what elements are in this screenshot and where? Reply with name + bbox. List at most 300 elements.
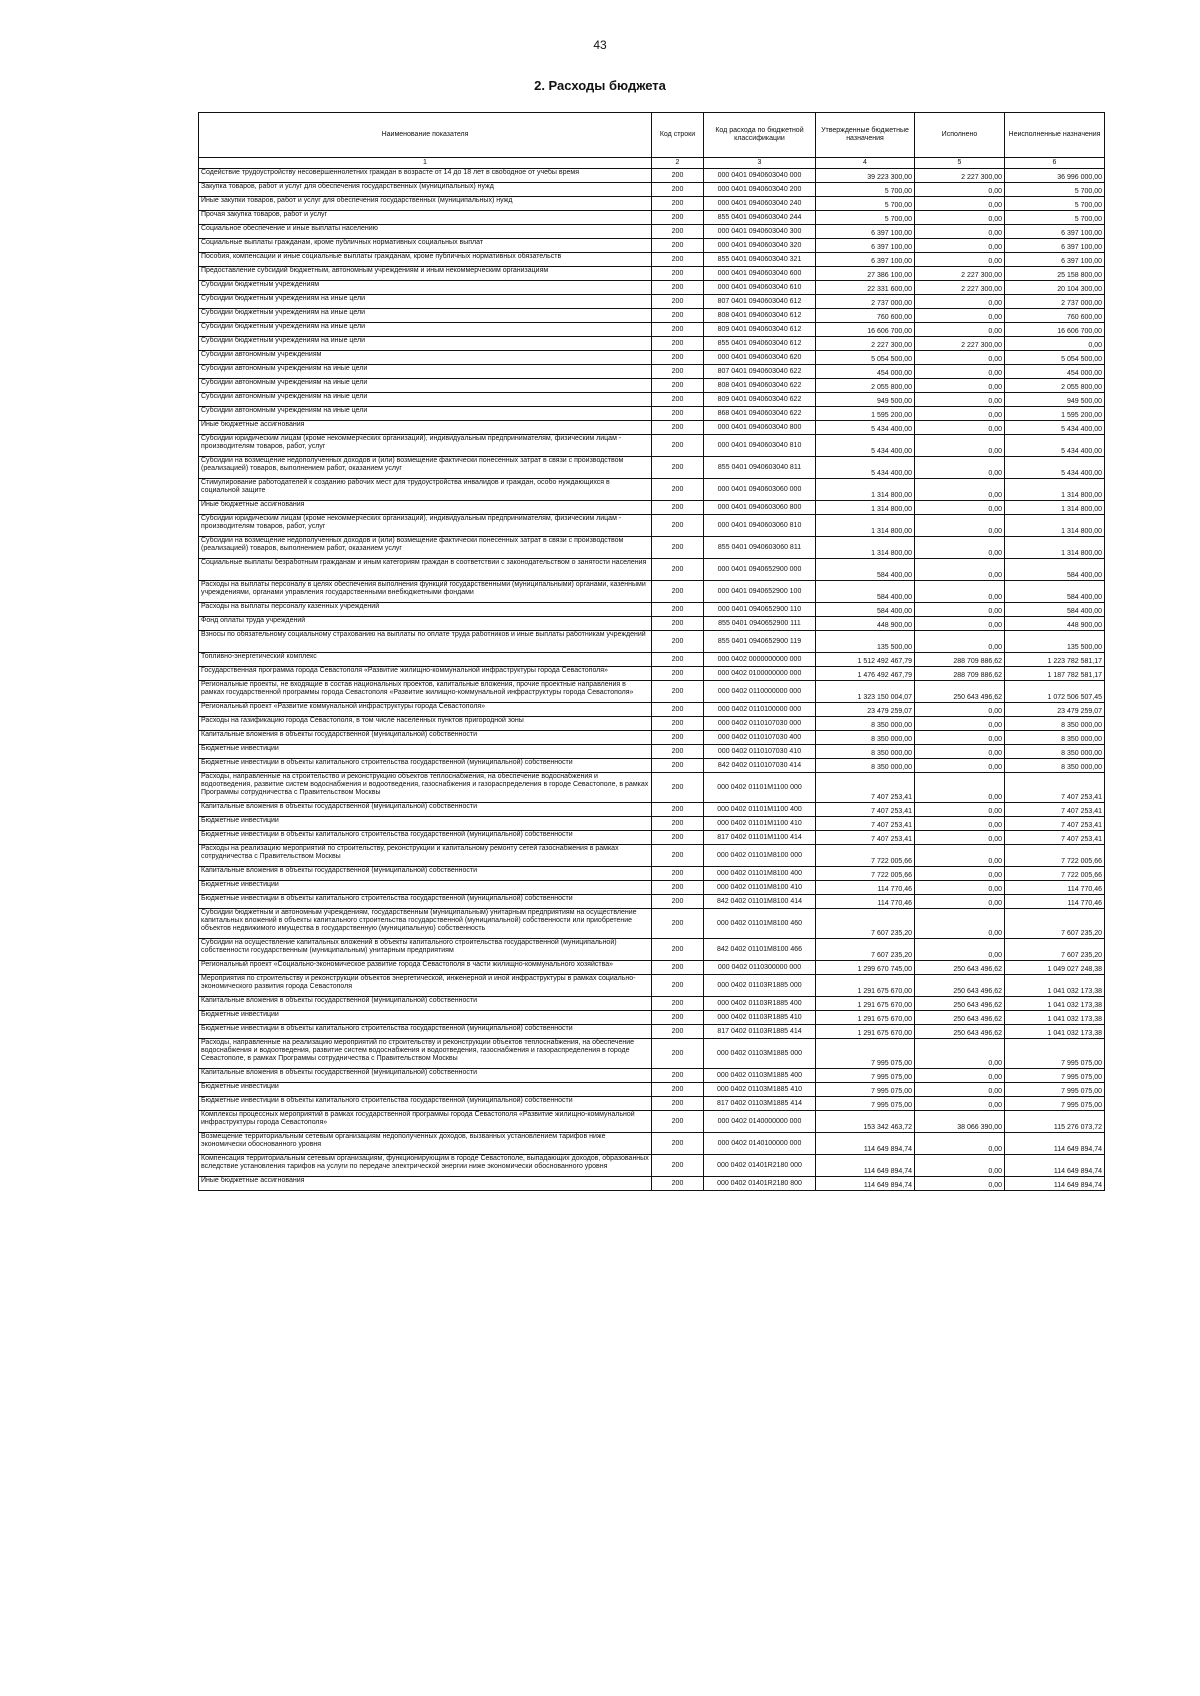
row-unexecuted: 20 104 300,00 [1005,281,1105,295]
row-executed: 0,00 [915,1177,1005,1191]
row-name: Предоставление субсидий бюджетным, автономным учреждениям и иным некоммерческим организациям [199,267,652,281]
row-classification-code: 807 0401 0940603040 612 [704,295,816,309]
table-row [199,253,1105,267]
row-unexecuted: 7 995 075,00 [1005,1039,1105,1069]
row-approved: 1 291 675 670,00 [816,1025,915,1039]
row-line-code: 200 [652,631,704,653]
row-unexecuted: 1 187 782 581,17 [1005,667,1105,681]
row-executed: 0,00 [915,379,1005,393]
row-unexecuted: 2 055 800,00 [1005,379,1105,393]
row-unexecuted: 448 900,00 [1005,617,1105,631]
row-name: Субсидии бюджетным учреждениям на иные цели [199,337,652,351]
row-line-code: 200 [652,295,704,309]
row-classification-code: 000 0402 01103R1885 410 [704,1011,816,1025]
row-executed: 0,00 [915,365,1005,379]
row-classification-code: 000 0402 01103R1885 400 [704,997,816,1011]
row-approved: 5 700,00 [816,211,915,225]
row-line-code: 200 [652,867,704,881]
table-row [199,1039,1105,1069]
row-line-code: 200 [652,759,704,773]
row-executed: 0,00 [915,939,1005,961]
row-name: Социальные выплаты безработным гражданам и иным категориям граждан в соответствии с законодательством о занятости населения [199,559,652,581]
row-unexecuted: 7 407 253,41 [1005,773,1105,803]
row-executed: 0,00 [915,895,1005,909]
row-classification-code: 855 0401 0940652900 119 [704,631,816,653]
row-classification-code: 000 0402 0110107030 410 [704,745,816,759]
row-executed: 0,00 [915,603,1005,617]
row-unexecuted: 7 995 075,00 [1005,1069,1105,1083]
row-executed: 0,00 [915,501,1005,515]
row-line-code: 200 [652,1133,704,1155]
row-approved: 7 722 005,66 [816,845,915,867]
row-approved: 1 595 200,00 [816,407,915,421]
row-line-code: 200 [652,515,704,537]
row-line-code: 200 [652,667,704,681]
row-classification-code: 817 0402 01103М1885 414 [704,1097,816,1111]
row-classification-code: 000 0402 0110300000 000 [704,961,816,975]
row-approved: 949 500,00 [816,393,915,407]
table-row [199,197,1105,211]
row-approved: 7 995 075,00 [816,1069,915,1083]
row-name: Субсидии бюджетным учреждениям на иные цели [199,323,652,337]
row-approved: 584 400,00 [816,559,915,581]
row-executed: 0,00 [915,717,1005,731]
row-line-code: 200 [652,537,704,559]
row-approved: 7 607 235,20 [816,909,915,939]
row-name: Бюджетные инвестиции в объекты капитального строительства государственной (муниципальной) собственности [199,1097,652,1111]
row-classification-code: 817 0402 01103R1885 414 [704,1025,816,1039]
row-classification-code: 842 0402 0110107030 414 [704,759,816,773]
row-executed: 250 643 496,62 [915,1011,1005,1025]
row-approved: 454 000,00 [816,365,915,379]
row-executed: 0,00 [915,703,1005,717]
row-name: Капитальные вложения в объекты государственной (муниципальной) собственности [199,803,652,817]
row-classification-code: 000 0401 0940603040 810 [704,435,816,457]
row-name: Компенсация территориальным сетевым организациям, функционирующим в городе Севастополе, выпадающих доходов, образованных вследствие установления тарифов на услуги по передаче электрической энергии ниже экономически обоснованного уровня [199,1155,652,1177]
row-executed: 0,00 [915,581,1005,603]
row-name: Субсидии автономным учреждениям на иные цели [199,365,652,379]
row-name: Субсидии автономным учреждениям [199,351,652,365]
row-unexecuted: 7 407 253,41 [1005,831,1105,845]
row-line-code: 200 [652,975,704,997]
row-line-code: 200 [652,501,704,515]
row-name: Капитальные вложения в объекты государственной (муниципальной) собственности [199,1069,652,1083]
table-row [199,731,1105,745]
column-number: 5 [915,158,1005,169]
column-number-row [199,158,1105,169]
table-row [199,407,1105,421]
row-name: Иные закупки товаров, работ и услуг для обеспечения государственных (муниципальных) нужд [199,197,652,211]
table-row [199,703,1105,717]
row-line-code: 200 [652,1083,704,1097]
table-row [199,817,1105,831]
row-name: Бюджетные инвестиции в объекты капитального строительства государственной (муниципальной) собственности [199,759,652,773]
row-line-code: 200 [652,731,704,745]
row-approved: 1 314 800,00 [816,537,915,559]
row-unexecuted: 7 995 075,00 [1005,1083,1105,1097]
row-line-code: 200 [652,1111,704,1133]
row-classification-code: 000 0402 01101М8100 460 [704,909,816,939]
row-unexecuted: 5 700,00 [1005,183,1105,197]
row-classification-code: 000 0401 0940603040 800 [704,421,816,435]
row-executed: 0,00 [915,239,1005,253]
row-unexecuted: 584 400,00 [1005,559,1105,581]
row-approved: 5 700,00 [816,197,915,211]
row-executed: 2 227 300,00 [915,169,1005,183]
header-classification-code: Код расхода по бюджетной классификации [704,113,816,158]
row-classification-code: 000 0401 0940603040 200 [704,183,816,197]
row-approved: 8 350 000,00 [816,731,915,745]
row-classification-code: 000 0402 0110107030 400 [704,731,816,745]
row-classification-code: 000 0401 0940603040 620 [704,351,816,365]
row-unexecuted: 584 400,00 [1005,581,1105,603]
table-row [199,421,1105,435]
table-row [199,667,1105,681]
table-row [199,881,1105,895]
table-row [199,501,1105,515]
row-name: Государственная программа города Севастополя «Развитие жилищно-коммунальной инфраструктуры города Севастополя» [199,667,652,681]
row-unexecuted: 8 350 000,00 [1005,731,1105,745]
row-unexecuted: 114 770,46 [1005,895,1105,909]
row-unexecuted: 760 600,00 [1005,309,1105,323]
row-executed: 0,00 [915,803,1005,817]
row-executed: 0,00 [915,253,1005,267]
row-executed: 0,00 [915,909,1005,939]
row-unexecuted: 1 072 506 507,45 [1005,681,1105,703]
row-executed: 0,00 [915,225,1005,239]
row-approved: 6 397 100,00 [816,253,915,267]
row-unexecuted: 5 700,00 [1005,211,1105,225]
row-executed: 0,00 [915,295,1005,309]
row-classification-code: 000 0401 0940603060 800 [704,501,816,515]
row-approved: 7 995 075,00 [816,1097,915,1111]
column-number: 1 [199,158,652,169]
row-name: Прочая закупка товаров, работ и услуг [199,211,652,225]
row-classification-code: 855 0401 0940603040 321 [704,253,816,267]
row-executed: 0,00 [915,831,1005,845]
row-name: Возмещение территориальным сетевым организациям недополученных доходов, вызванных установлением тарифов ниже экономически обоснованного уровня [199,1133,652,1155]
row-classification-code: 855 0401 0940603040 811 [704,457,816,479]
table-row [199,1069,1105,1083]
row-unexecuted: 1 041 032 173,38 [1005,997,1105,1011]
row-approved: 16 606 700,00 [816,323,915,337]
row-executed: 0,00 [915,393,1005,407]
row-executed: 0,00 [915,745,1005,759]
row-executed: 0,00 [915,309,1005,323]
row-line-code: 200 [652,881,704,895]
row-name: Иные бюджетные ассигнования [199,421,652,435]
table-row [199,617,1105,631]
row-approved: 7 607 235,20 [816,939,915,961]
row-line-code: 200 [652,831,704,845]
table-row [199,183,1105,197]
row-line-code: 200 [652,479,704,501]
row-line-code: 200 [652,703,704,717]
row-classification-code: 000 0401 0940652900 100 [704,581,816,603]
row-executed: 2 227 300,00 [915,337,1005,351]
row-name: Расходы, направленные на реализацию мероприятий по строительству и реконструкции объектов теплоснабжения, на обеспечение водоснабжения и водоотведения, развитие систем водоснабжения и водоотведения, газоснабжения и газораспределения в городе Севастополе, в рамках Программы сотрудничества с Правительством Москвы [199,1039,652,1069]
row-executed: 0,00 [915,617,1005,631]
row-line-code: 200 [652,773,704,803]
row-classification-code: 000 0401 0940652900 110 [704,603,816,617]
row-executed: 0,00 [915,731,1005,745]
row-executed: 0,00 [915,421,1005,435]
row-unexecuted: 8 350 000,00 [1005,759,1105,773]
row-line-code: 200 [652,197,704,211]
column-number: 6 [1005,158,1105,169]
row-unexecuted: 7 407 253,41 [1005,803,1105,817]
row-unexecuted: 1 314 800,00 [1005,501,1105,515]
row-executed: 0,00 [915,1097,1005,1111]
row-line-code: 200 [652,211,704,225]
page-title: 2. Расходы бюджета [534,78,666,93]
table-row [199,1111,1105,1133]
row-classification-code: 000 0402 01101М8100 400 [704,867,816,881]
row-approved: 114 649 894,74 [816,1133,915,1155]
table-row [199,515,1105,537]
row-unexecuted: 7 607 235,20 [1005,909,1105,939]
row-classification-code: 000 0402 01103R1885 000 [704,975,816,997]
row-line-code: 200 [652,895,704,909]
row-line-code: 200 [652,581,704,603]
table-row [199,225,1105,239]
table-row [199,1155,1105,1177]
row-approved: 135 500,00 [816,631,915,653]
header-approved: Утвержденные бюджетные назначения [816,113,915,158]
row-name: Региональный проект «Развитие коммунальной инфраструктуры города Севастополя» [199,703,652,717]
row-unexecuted: 16 606 700,00 [1005,323,1105,337]
row-classification-code: 842 0402 01101М8100 466 [704,939,816,961]
row-classification-code: 000 0401 0940652900 000 [704,559,816,581]
row-classification-code: 000 0401 0940603040 240 [704,197,816,211]
table-header-row [199,113,1105,158]
table-row [199,653,1105,667]
table-row [199,745,1105,759]
row-approved: 1 512 492 467,79 [816,653,915,667]
row-unexecuted: 23 479 259,07 [1005,703,1105,717]
row-classification-code: 808 0401 0940603040 612 [704,309,816,323]
header-line-code: Код строки [652,113,704,158]
row-unexecuted: 25 158 800,00 [1005,267,1105,281]
row-executed: 0,00 [915,631,1005,653]
row-unexecuted: 6 397 100,00 [1005,253,1105,267]
row-approved: 39 223 300,00 [816,169,915,183]
row-line-code: 200 [652,435,704,457]
row-line-code: 200 [652,1039,704,1069]
row-classification-code: 809 0401 0940603040 622 [704,393,816,407]
row-line-code: 200 [652,1069,704,1083]
row-classification-code: 000 0401 0940603040 600 [704,267,816,281]
row-classification-code: 000 0401 0940603060 000 [704,479,816,501]
row-executed: 250 643 496,62 [915,997,1005,1011]
row-classification-code: 000 0402 01101М1100 400 [704,803,816,817]
row-classification-code: 000 0401 0940603040 300 [704,225,816,239]
row-line-code: 200 [652,323,704,337]
page-number: 43 [593,38,607,52]
row-name: Бюджетные инвестиции [199,817,652,831]
row-approved: 7 995 075,00 [816,1083,915,1097]
row-approved: 23 479 259,07 [816,703,915,717]
row-name: Стимулирование работодателей к созданию рабочих мест для трудоустройства инвалидов и граждан, особо нуждающихся в социальной защите [199,479,652,501]
table-row [199,457,1105,479]
row-classification-code: 000 0402 01101М1100 000 [704,773,816,803]
row-unexecuted: 5 434 400,00 [1005,421,1105,435]
row-approved: 7 407 253,41 [816,773,915,803]
row-executed: 0,00 [915,537,1005,559]
row-unexecuted: 5 434 400,00 [1005,457,1105,479]
row-approved: 1 291 675 670,00 [816,975,915,997]
row-unexecuted: 1 314 800,00 [1005,515,1105,537]
row-approved: 8 350 000,00 [816,717,915,731]
row-line-code: 200 [652,997,704,1011]
row-name: Расходы на выплаты персоналу в целях обеспечения выполнения функций государственными (муниципальными) органами, казенными учреждениями, органами управления государственными внебюджетными фондами [199,581,652,603]
row-executed: 250 643 496,62 [915,681,1005,703]
row-line-code: 200 [652,281,704,295]
row-unexecuted: 7 722 005,66 [1005,867,1105,881]
row-classification-code: 000 0402 0140100000 000 [704,1133,816,1155]
row-unexecuted: 114 770,46 [1005,881,1105,895]
row-classification-code: 000 0402 0110000000 000 [704,681,816,703]
row-line-code: 200 [652,169,704,183]
row-unexecuted: 2 737 000,00 [1005,295,1105,309]
row-approved: 6 397 100,00 [816,225,915,239]
table-row [199,909,1105,939]
row-unexecuted: 36 996 000,00 [1005,169,1105,183]
table-row [199,631,1105,653]
row-executed: 0,00 [915,1069,1005,1083]
row-classification-code: 808 0401 0940603040 622 [704,379,816,393]
row-name: Капитальные вложения в объекты государственной (муниципальной) собственности [199,867,652,881]
row-name: Топливно-энергетический комплекс [199,653,652,667]
header-indicator-name: Наименование показателя [199,113,652,158]
row-executed: 0,00 [915,407,1005,421]
table-row [199,581,1105,603]
row-name: Региональные проекты, не входящие в состав национальных проектов, капитальные вложения, прочие проектные направления в рамках государственной программы города Севастополя «Развитие жилищно-коммунальной инфраструктуры города Севастополя» [199,681,652,703]
row-approved: 760 600,00 [816,309,915,323]
row-classification-code: 855 0401 0940603040 612 [704,337,816,351]
row-approved: 7 407 253,41 [816,803,915,817]
row-name: Пособия, компенсации и иные социальные выплаты гражданам, кроме публичных нормативных обязательств [199,253,652,267]
table-row [199,1133,1105,1155]
row-unexecuted: 7 607 235,20 [1005,939,1105,961]
header-unexecuted: Неисполненные назначения [1005,113,1105,158]
row-line-code: 200 [652,817,704,831]
row-unexecuted: 115 276 073,72 [1005,1111,1105,1133]
table-row [199,961,1105,975]
row-executed: 288 709 886,62 [915,653,1005,667]
row-name: Фонд оплаты труда учреждений [199,617,652,631]
row-name: Иные бюджетные ассигнования [199,501,652,515]
row-name: Бюджетные инвестиции [199,1083,652,1097]
row-approved: 114 649 894,74 [816,1155,915,1177]
row-line-code: 200 [652,1011,704,1025]
row-classification-code: 000 0402 01103М1885 400 [704,1069,816,1083]
row-unexecuted: 1 049 027 248,38 [1005,961,1105,975]
table-row [199,267,1105,281]
row-approved: 2 737 000,00 [816,295,915,309]
table-row [199,365,1105,379]
row-unexecuted: 8 350 000,00 [1005,717,1105,731]
row-line-code: 200 [652,617,704,631]
row-classification-code: 000 0401 0940603040 610 [704,281,816,295]
row-classification-code: 000 0402 01103М1885 410 [704,1083,816,1097]
row-unexecuted: 1 041 032 173,38 [1005,1025,1105,1039]
row-line-code: 200 [652,559,704,581]
row-approved: 1 291 675 670,00 [816,1011,915,1025]
row-approved: 22 331 600,00 [816,281,915,295]
row-approved: 114 770,46 [816,895,915,909]
table-row [199,867,1105,881]
row-line-code: 200 [652,309,704,323]
row-executed: 0,00 [915,881,1005,895]
row-executed: 0,00 [915,435,1005,457]
row-name: Субсидии на осуществление капитальных вложений в объекты капитального строительства государственной (муниципальной) собственности государственным (муниципальным) унитарным предприятиям [199,939,652,961]
table-row [199,1025,1105,1039]
row-approved: 5 434 400,00 [816,421,915,435]
table-row [199,1083,1105,1097]
row-approved: 7 407 253,41 [816,831,915,845]
row-unexecuted: 5 434 400,00 [1005,435,1105,457]
row-executed: 0,00 [915,817,1005,831]
row-line-code: 200 [652,717,704,731]
table-row [199,773,1105,803]
table-row [199,169,1105,183]
row-unexecuted: 6 397 100,00 [1005,239,1105,253]
row-approved: 5 434 400,00 [816,457,915,479]
row-line-code: 200 [652,653,704,667]
row-executed: 250 643 496,62 [915,961,1005,975]
row-executed: 0,00 [915,479,1005,501]
row-line-code: 200 [652,1025,704,1039]
row-approved: 8 350 000,00 [816,759,915,773]
row-classification-code: 000 0402 0100000000 000 [704,667,816,681]
row-executed: 0,00 [915,457,1005,479]
row-name: Расходы, направленные на строительство и реконструкцию объектов теплоснабжения, на обеспечение водоснабжения и водоотведения, развитие систем водоснабжения и водоотведения, газоснабжения и газораспределения в городе Севастополе, в рамках Программы сотрудничества с Правительством Москвы [199,773,652,803]
row-classification-code: 000 0401 0940603060 810 [704,515,816,537]
column-number: 3 [704,158,816,169]
row-name: Взносы по обязательному социальному страхованию на выплаты по оплате труда работников и иные выплаты работникам учреждений [199,631,652,653]
row-approved: 7 407 253,41 [816,817,915,831]
row-line-code: 200 [652,1097,704,1111]
row-approved: 584 400,00 [816,603,915,617]
row-approved: 1 314 800,00 [816,479,915,501]
row-unexecuted: 1 041 032 173,38 [1005,1011,1105,1025]
row-name: Субсидии на возмещение недополученных доходов и (или) возмещение фактически понесенных затрат в связи с производством (реализацией) товаров, выполнением работ, оказанием услуг [199,457,652,479]
row-name: Бюджетные инвестиции в объекты капитального строительства государственной (муниципальной) собственности [199,895,652,909]
row-unexecuted: 454 000,00 [1005,365,1105,379]
row-executed: 0,00 [915,1133,1005,1155]
row-classification-code: 000 0402 01101М8100 410 [704,881,816,895]
row-name: Социальное обеспечение и иные выплаты населению [199,225,652,239]
table-row [199,603,1105,617]
table-row [199,831,1105,845]
table-row [199,211,1105,225]
row-name: Социальные выплаты гражданам, кроме публичных нормативных социальных выплат [199,239,652,253]
row-executed: 250 643 496,62 [915,1025,1005,1039]
row-unexecuted: 7 407 253,41 [1005,817,1105,831]
row-unexecuted: 1 314 800,00 [1005,537,1105,559]
row-unexecuted: 7 722 005,66 [1005,845,1105,867]
row-classification-code: 000 0402 0000000000 000 [704,653,816,667]
row-line-code: 200 [652,803,704,817]
row-classification-code: 842 0402 01101М8100 414 [704,895,816,909]
row-classification-code: 000 0402 01101М8100 000 [704,845,816,867]
row-executed: 0,00 [915,1039,1005,1069]
row-approved: 5 700,00 [816,183,915,197]
row-line-code: 200 [652,1155,704,1177]
row-line-code: 200 [652,365,704,379]
table-row [199,759,1105,773]
